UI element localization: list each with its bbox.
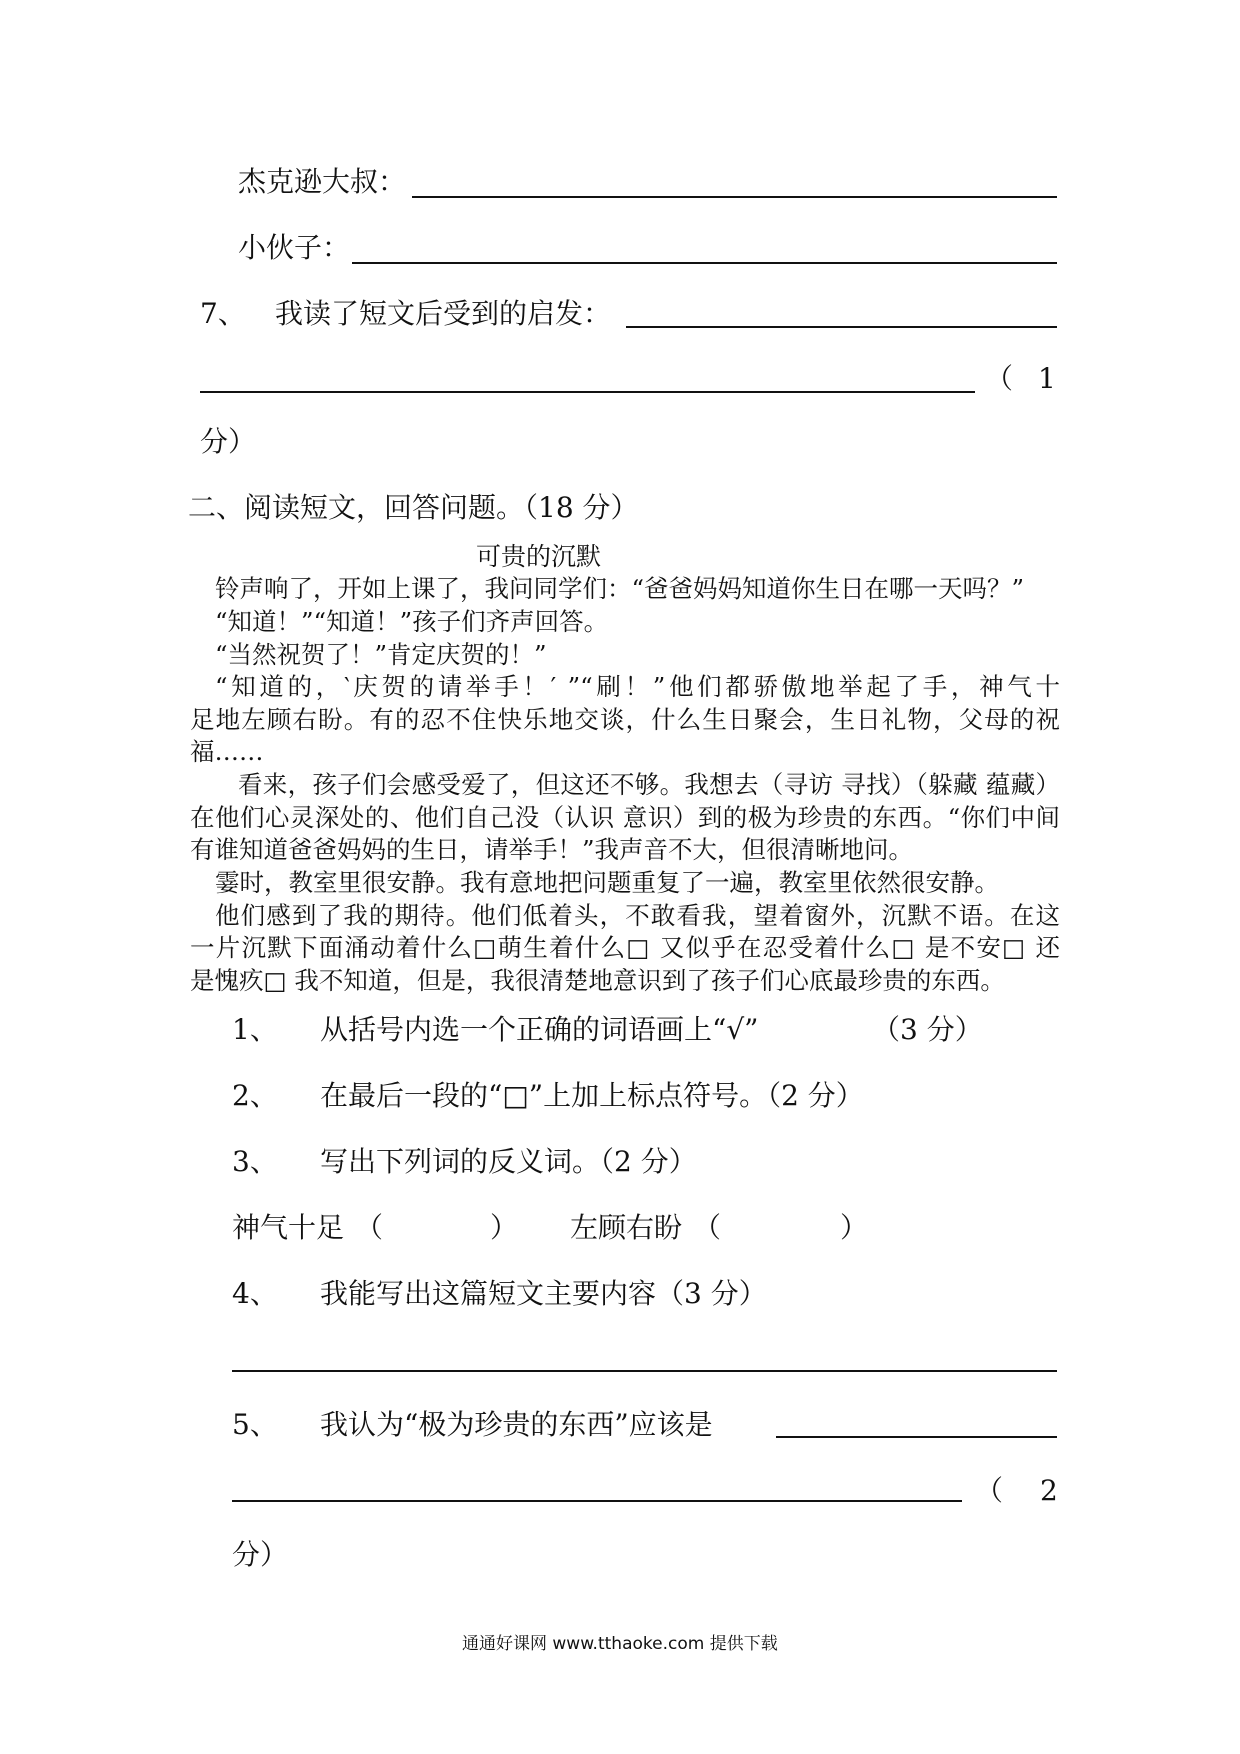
passage-line: 福…… <box>190 737 264 766</box>
passage-line: 一片沉默下面涌动着什么□萌生着什么□ 又似乎在忍受着什么□ 是不安□ 还 <box>190 933 1060 962</box>
young-man-answer-label: 小伙子： <box>238 231 351 264</box>
antonym-blank-1-close: ） <box>490 1211 519 1244</box>
passage-line: 看来，孩子们会感受爱了，但这还不够。我想去（寻访 寻找）（躲藏 蕴藏） <box>238 770 1060 799</box>
antonym-word-2: 左顾右盼 <box>570 1211 683 1244</box>
q7-score-close: 分） <box>200 425 257 458</box>
passage-line: 足地左顾右盼。有的忍不住快乐地交谈，什么生日聚会，生日礼物，父母的祝 <box>190 705 1060 734</box>
question-number: 4、 <box>232 1277 278 1310</box>
question-score: （3 分） <box>872 1013 983 1046</box>
q7-prompt: 我读了短文后受到的启发： <box>275 297 612 330</box>
q5-score-open: （ <box>975 1474 1004 1507</box>
passage-title: 可贵的沉默 <box>476 542 602 571</box>
question-text: 我能写出这篇短文主要内容（3 分） <box>320 1277 767 1310</box>
q7-score-open: （ <box>985 362 1014 395</box>
question-number: 3、 <box>232 1145 278 1178</box>
question-text: 在最后一段的“□”上加上标点符号。（2 分） <box>320 1079 864 1112</box>
passage-line: 是愧疚□ 我不知道，但是，我很清楚地意识到了孩子们心底最珍贵的东西。 <box>190 966 1005 995</box>
antonym-blank-2-close: ） <box>840 1211 869 1244</box>
antonym-word-1: 神气十足 <box>232 1211 345 1244</box>
uncle-answer-label: 杰克逊大叔： <box>238 165 407 198</box>
antonym-blank-1-open: （ <box>355 1211 384 1244</box>
question-number: 5、 <box>232 1408 278 1441</box>
q4-answer-line[interactable] <box>232 1370 1057 1372</box>
question-text: 从括号内选一个正确的词语画上“√” <box>320 1013 759 1046</box>
young-man-answer-line[interactable] <box>352 262 1057 264</box>
q7-answer-line-1[interactable] <box>626 326 1057 328</box>
passage-line: 霎时，教室里很安静。我有意地把问题重复了一遍，教室里依然很安静。 <box>215 868 999 897</box>
uncle-answer-line[interactable] <box>412 196 1057 198</box>
question-number: 2、 <box>232 1079 278 1112</box>
passage-line: “当然祝贺了！”肯定庆贺的！” <box>215 640 547 669</box>
footer-download-note: 通通好课网 www.tthaoke.com 提供下载 <box>462 1634 778 1654</box>
q5-score-close: 分） <box>232 1538 289 1571</box>
question-text: 我认为“极为珍贵的东西”应该是 <box>320 1408 713 1441</box>
q5-score-num: 2 <box>1040 1474 1058 1507</box>
passage-line: “知道的，‵庆贺的请举手！′ ”“刷！”他们都骄傲地举起了手，神气十 <box>215 672 1060 701</box>
passage-line: 有谁知道爸爸妈妈的生日，请举手！”我声音不大，但很清晰地问。 <box>190 835 914 864</box>
q7-answer-line-2[interactable] <box>200 391 975 393</box>
question-text: 写出下列词的反义词。（2 分） <box>320 1145 697 1178</box>
q5-answer-line-1[interactable] <box>776 1436 1057 1438</box>
section2-heading: 二、阅读短文，回答问题。（18 分） <box>188 491 639 524</box>
passage-line: 铃声响了，开如上课了，我问同学们：“爸爸妈妈知道你生日在哪一天吗？” <box>215 574 1025 603</box>
q7-number: 7、 <box>200 297 246 330</box>
q7-score-num: 1 <box>1038 362 1056 395</box>
question-number: 1、 <box>232 1013 278 1046</box>
passage-line: 他们感到了我的期待。他们低着头，不敢看我，望着窗外，沉默不语。在这 <box>215 901 1060 930</box>
passage-line: “知道！”“知道！”孩子们齐声回答。 <box>215 607 609 636</box>
passage-line: 在他们心灵深处的、他们自己没（认识 意识）到的极为珍贵的东西。“你们中间 <box>190 803 1060 832</box>
antonym-blank-2-open: （ <box>693 1211 722 1244</box>
q5-answer-line-2[interactable] <box>232 1500 962 1502</box>
